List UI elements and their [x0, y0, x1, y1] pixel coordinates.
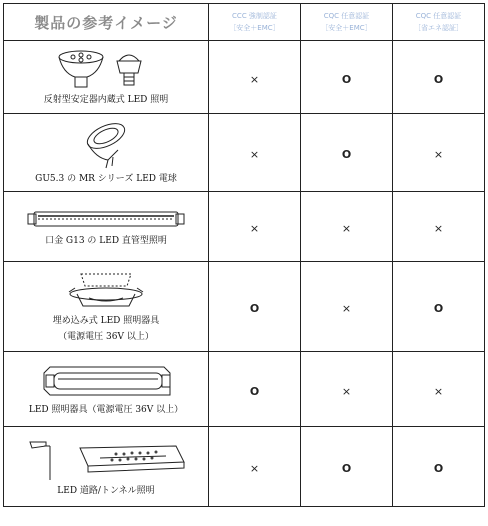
mark-cell — [393, 192, 485, 262]
mark-cell — [301, 192, 393, 262]
product-label-sub: （電源電圧 36V 以上） — [58, 331, 154, 342]
header-cqc-energy — [393, 4, 485, 41]
header-cqc2-line1: CQC 任意認証 — [415, 12, 462, 20]
table-row — [4, 352, 485, 427]
table-row — [4, 427, 485, 507]
table-row — [4, 262, 485, 352]
mark-cell — [393, 352, 485, 427]
mark-symbol: × — [433, 222, 444, 235]
reflector-led-bulb-icon — [41, 47, 171, 91]
mark-symbol: × — [433, 148, 444, 161]
led-tube-icon — [26, 206, 186, 232]
product-cell — [4, 192, 209, 262]
mark-cell — [209, 427, 301, 507]
product-cell — [4, 352, 209, 427]
product-cell — [4, 427, 209, 507]
mark-symbol: × — [249, 222, 260, 235]
street-tunnel-light-icon — [16, 436, 196, 482]
mark-symbol: O — [341, 72, 352, 86]
certification-table — [3, 3, 485, 507]
mark-cell — [301, 114, 393, 192]
header-row — [4, 4, 485, 41]
mark-cell — [393, 114, 485, 192]
header-cqc1-line1: CQC 任意認証 — [323, 12, 370, 20]
product-label: 口金 G13 の LED 直管型照明 — [45, 235, 167, 246]
mark-symbol: × — [249, 72, 260, 86]
mark-symbol: O — [249, 302, 260, 315]
header-title: 製品の参考イメージ — [34, 13, 178, 32]
mark-cell — [209, 41, 301, 114]
mr-spotlight-icon — [66, 120, 146, 170]
mark-cell — [393, 262, 485, 352]
product-label: LED 照明器具（電源電圧 36V 以上） — [28, 405, 184, 415]
mark-cell — [209, 192, 301, 262]
mark-cell — [393, 41, 485, 114]
mark-symbol: × — [249, 148, 260, 161]
mark-symbol: O — [249, 384, 260, 398]
header-cqc-safety — [301, 4, 393, 41]
mark-symbol: O — [433, 302, 444, 315]
product-label: 埋め込み式 LED 照明器具 — [52, 315, 160, 326]
mark-symbol: × — [341, 222, 352, 235]
mark-symbol: × — [341, 384, 352, 398]
mark-symbol: × — [249, 462, 260, 475]
mark-cell — [393, 427, 485, 507]
batten-fixture-icon — [36, 361, 176, 401]
mark-symbol: O — [341, 462, 352, 475]
product-label: LED 道路/トンネル照明 — [57, 485, 155, 496]
mark-cell — [301, 262, 393, 352]
header-ccc — [209, 4, 301, 41]
mark-cell — [301, 427, 393, 507]
mark-symbol: × — [433, 384, 444, 398]
mark-symbol: × — [341, 302, 352, 315]
header-ccc-line2: ［安全＋EMC］ — [229, 24, 280, 32]
product-cell — [4, 114, 209, 192]
mark-cell — [301, 41, 393, 114]
table-row — [4, 114, 485, 192]
mark-cell — [209, 114, 301, 192]
header-ccc-line1: CCC 強制認証 — [232, 12, 277, 20]
product-cell — [4, 262, 209, 352]
product-label: GU5.3 の MR シリーズ LED 電球 — [35, 173, 177, 184]
recessed-downlight-icon — [61, 270, 151, 312]
mark-symbol: O — [433, 72, 444, 86]
mark-cell — [209, 262, 301, 352]
mark-symbol: O — [341, 148, 352, 161]
mark-cell — [209, 352, 301, 427]
header-cqc1-line2: ［安全＋EMC］ — [321, 24, 372, 32]
table-row — [4, 192, 485, 262]
table-row — [4, 41, 485, 114]
header-cqc2-line2: ［省エネ認証］ — [414, 24, 463, 32]
mark-cell — [301, 352, 393, 427]
product-cell — [4, 41, 209, 114]
mark-symbol: O — [433, 462, 444, 475]
header-product-image — [4, 4, 209, 41]
product-label: 反射型安定器内蔵式 LED 照明 — [43, 95, 169, 105]
